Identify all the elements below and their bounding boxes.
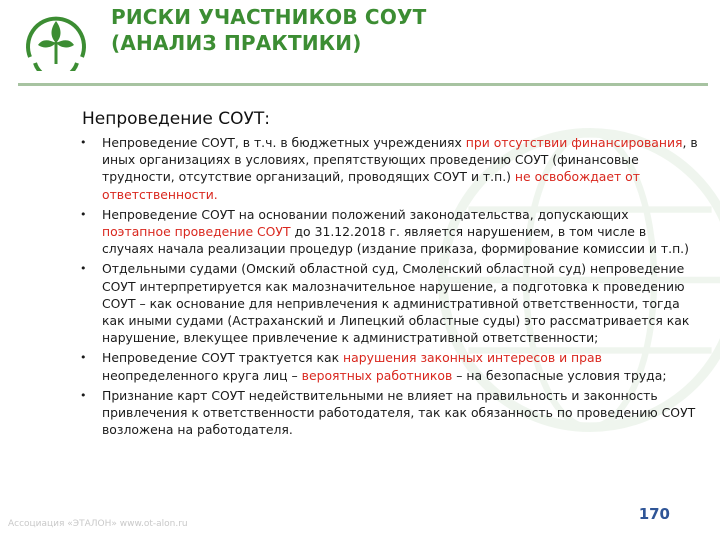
list-item: • Непроведение СОУТ на основании положений законодательства, допускающих поэтапное проведение СОУТ до 31.12.2018 г. является нарушением, в том числе в случаях начала реализации процедур (издание приказа, формирование комиссии и т.п.) — [80, 206, 689, 257]
highlight-text: вероятных работников — [301, 367, 453, 383]
list-item: • Признание карт СОУТ недействительными не влияет на правильность и законность привлечения к ответственности работодателя, так как обязанность по проведению СОУТ возложена на работодателя. — [80, 387, 696, 438]
header-divider — [18, 83, 708, 86]
page-title — [111, 4, 426, 56]
highlight-text: нарушения законных интересов и прав — [343, 350, 602, 366]
bullet-icon: • — [80, 388, 87, 402]
bullet-icon: • — [80, 351, 87, 365]
eco-globe-logo-icon — [20, 9, 92, 71]
highlight-text: при отсутствии финансирования — [465, 135, 683, 150]
bullet-list — [80, 134, 698, 441]
list-item: • Непроведение СОУТ, в т.ч. в бюджетных учреждениях при отсутствии финансирования, в иных организациях в условиях, препятствующих проведению СОУТ (финансовые трудности, отсутствие организаций, проводящих СОУТ и т.п.) не освобождает от ответственности. — [80, 135, 698, 202]
title-line-2: (АНАЛИЗ ПРАКТИКИ) — [111, 31, 362, 55]
page-number: 170 — [638, 505, 670, 523]
bullet-icon: • — [80, 207, 87, 221]
section-heading: Непроведение СОУТ: — [82, 109, 270, 129]
list-item: • Непроведение СОУТ трактуется как нарушения законных интересов и прав неопределенного круга лиц – вероятных работников – на безопасные условия труда; — [80, 350, 667, 383]
highlight-text: поэтапное проведение СОУТ — [102, 224, 291, 240]
bullet-icon: • — [80, 262, 87, 276]
bullet-icon: • — [80, 136, 87, 149]
title-line-1: РИСКИ УЧАСТНИКОВ СОУТ — [111, 5, 427, 29]
footer-text: Ассоциация «ЭТАЛОН» www.ot-alon.ru — [8, 519, 188, 529]
highlight-text: не освобождает от ответственности. — [102, 169, 640, 202]
list-item: • Отдельными судами (Омский областной суд, Смоленский областной суд) непроведение СОУТ интерпретируется как малозначительное нарушение, а подготовка к проведению СОУТ – как основание для непривлечения к административной ответственности, тогда как иными судами (Астраханский и Липецкий областные суды) это рассматривается как нарушение, влекущее привлечение к административной ответственности; — [80, 261, 690, 346]
